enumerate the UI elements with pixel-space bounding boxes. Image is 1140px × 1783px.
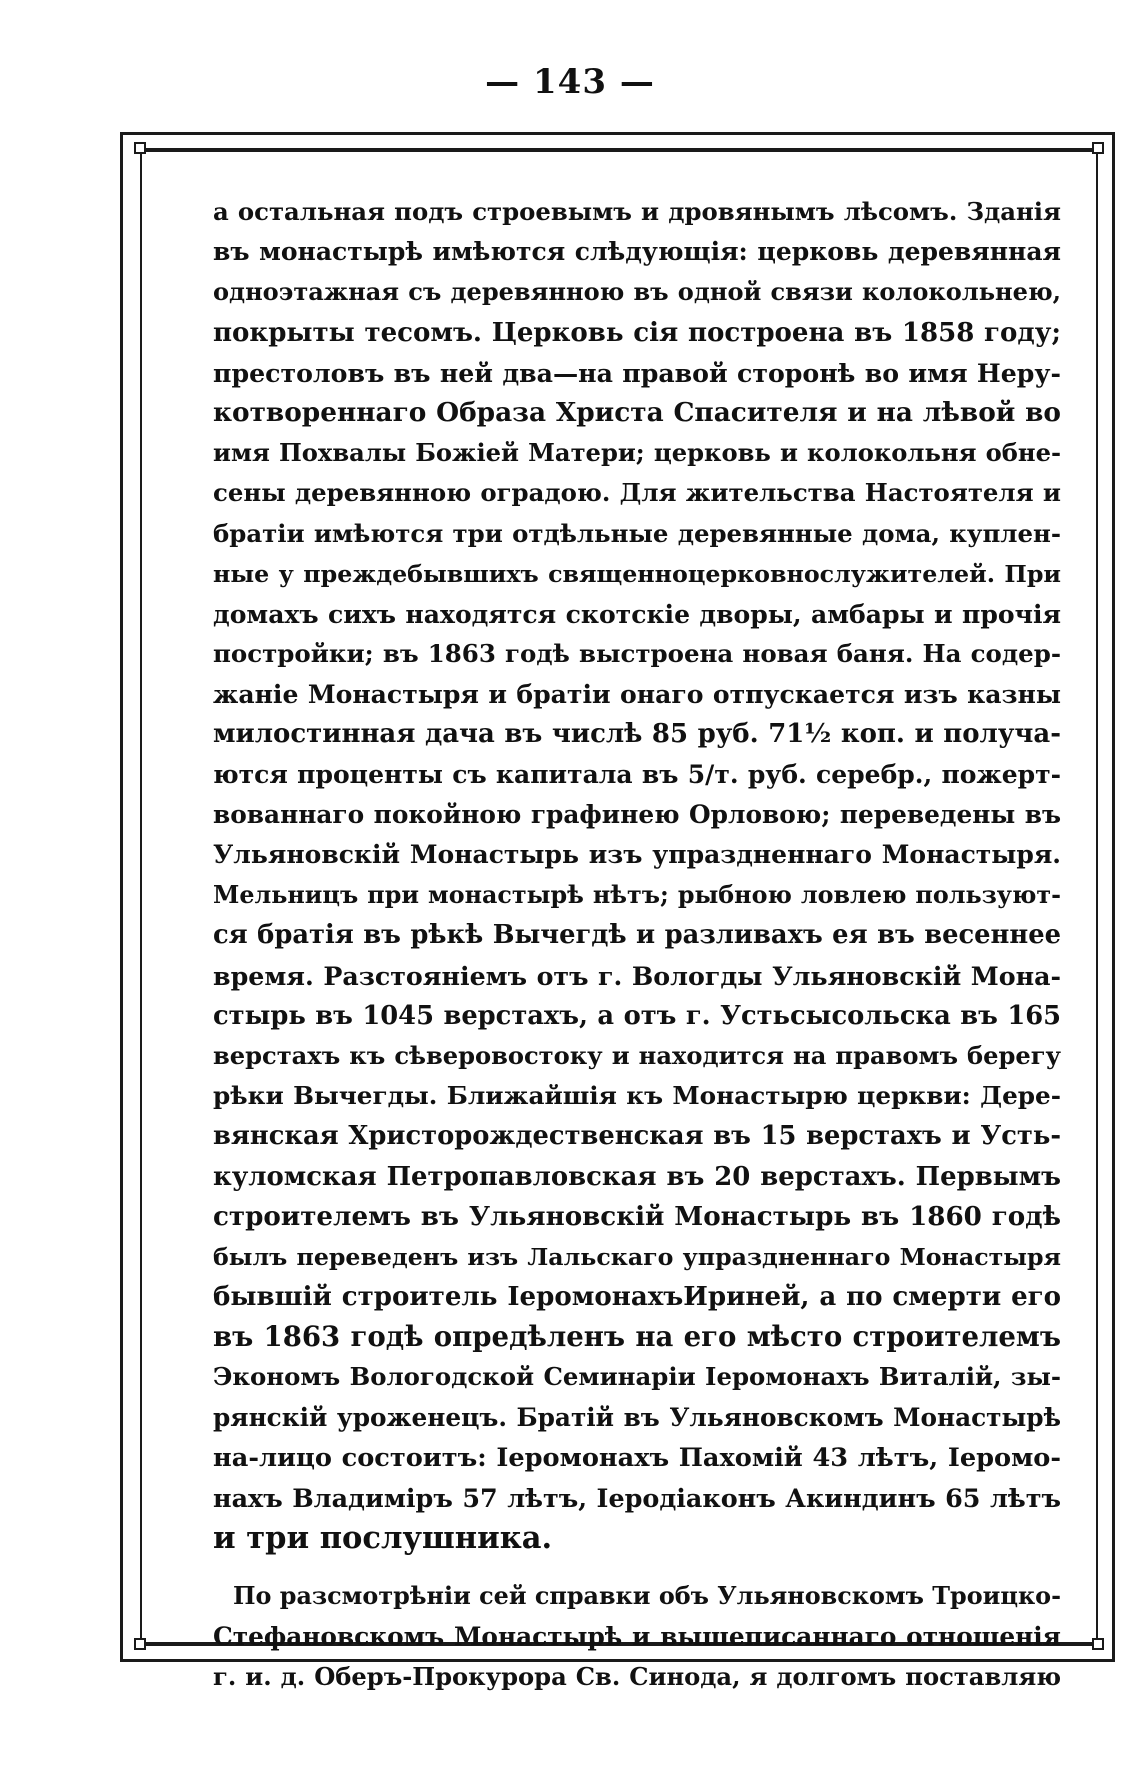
text-line: рянскій уроженецъ. Братій въ Ульяновскомъ Монастырѣ bbox=[213, 1402, 1061, 1432]
page-number: — 143 — bbox=[485, 62, 655, 102]
text-line: одноэтажная съ деревянною въ одной связи колокольнею, bbox=[213, 277, 1061, 307]
paragraph-2 bbox=[213, 1576, 1061, 1697]
text-line: братіи имѣются три отдѣльные деревянные дома, куплен- bbox=[213, 518, 1061, 548]
text-line: сены деревянною оградою. Для жительства Настоятеля и bbox=[213, 478, 1061, 508]
text-line: на-лицо состоитъ: Іеромонахъ Пахомій 43 лѣтъ, Іеромо- bbox=[213, 1442, 1061, 1473]
text-line: По разсмотрѣніи сей справки объ Ульяновскомъ Троицко- bbox=[233, 1582, 1061, 1611]
text-line: жаніе Монастыря и братіи онаго отпускается изъ казны bbox=[213, 679, 1061, 710]
text-line: ются проценты съ капитала въ 5/т. руб. серебр., пожерт- bbox=[213, 759, 1061, 789]
text-line: нахъ Владиміръ 57 лѣтъ, Іеродіаконъ Акиндинъ 65 лѣтъ bbox=[213, 1483, 1061, 1513]
frame-corner-top-right bbox=[1092, 142, 1104, 154]
frame-corner-top-left bbox=[134, 142, 146, 154]
text-line: бывшій строитель ІеромонахъИриней, а по смерти его bbox=[213, 1282, 1061, 1313]
text-line: а остальная подъ строевымъ и дровянымъ лѣсомъ. Зданія bbox=[213, 197, 1061, 226]
text-line: ся братія въ рѣкѣ Вычегдѣ и разливахъ ея въ весеннее bbox=[213, 920, 1061, 951]
text-line: котвореннаго Образа Христа Спасителя и на лѣвой во bbox=[213, 396, 1061, 428]
text-line-last: и три послушника. bbox=[213, 1520, 553, 1557]
text-line: стырь въ 1045 верстахъ, а отъ г. Устьсысольска въ 165 bbox=[213, 1000, 1061, 1031]
text-line: въ монастырѣ имѣются слѣдующія: церковь деревянная bbox=[213, 237, 1061, 267]
text-line: покрыты тесомъ. Церковь сія построена въ 1858 году; bbox=[213, 317, 1061, 348]
paragraph-gap bbox=[213, 1558, 1061, 1576]
text-line: былъ переведенъ изъ Лальскаго упраздненнаго Монастыря bbox=[213, 1242, 1061, 1271]
text-line: постройки; въ 1863 годѣ выстроена новая баня. На содер- bbox=[213, 639, 1061, 669]
frame-corner-bottom-left bbox=[134, 1638, 146, 1650]
text-line: Стефановскомъ Монастырѣ и вышеписаннаго отношенія bbox=[213, 1621, 1061, 1651]
text-line: ные у преждебывшихъ священноцерковнослужителей. При bbox=[213, 559, 1061, 588]
text-line: домахъ сихъ находятся скотскіе дворы, амбары и прочія bbox=[213, 598, 1061, 629]
text-line: вованнаго покойною графинею Орловою; переведены въ bbox=[213, 799, 1061, 829]
text-line: верстахъ къ сѣверовостоку и находится на правомъ берегу bbox=[213, 1040, 1061, 1070]
frame-corner-bottom-right bbox=[1092, 1638, 1104, 1650]
text-line: куломская Петропавловская въ 20 верстахъ. Первымъ bbox=[213, 1161, 1061, 1192]
text-line: милостинная дача въ числѣ 85 руб. 71½ коп. и получа- bbox=[213, 719, 1061, 750]
text-line: Мельницъ при монастырѣ нѣтъ; рыбною ловлею пользуют- bbox=[213, 881, 1061, 910]
text-line: время. Разстояніемъ отъ г. Вологды Ульяновскій Мона- bbox=[213, 960, 1061, 991]
text-line: строителемъ въ Ульяновскій Монастырь въ 1860 годѣ bbox=[213, 1200, 1061, 1232]
text-line: имя Похвалы Божіей Матери; церковь и колокольня обне- bbox=[213, 438, 1061, 468]
body-text bbox=[213, 192, 1061, 1697]
text-line: Ульяновскій Монастырь изъ упраздненнаго Монастыря. bbox=[213, 840, 1061, 869]
paragraph-1 bbox=[213, 192, 1061, 1558]
text-line: рѣки Вычегды. Ближайшія къ Монастырю церкви: Дере- bbox=[213, 1081, 1061, 1111]
text-line: вянская Христорождественская въ 15 верстахъ и Усть- bbox=[213, 1121, 1061, 1152]
text-line: г. и. д. Оберъ-Прокурора Св. Синода, я долгомъ поставляю bbox=[213, 1661, 1061, 1691]
text-line: Экономъ Вологодской Семинаріи Іеромонахъ Виталій, зы- bbox=[213, 1362, 1061, 1392]
text-line: престоловъ въ ней два—на правой сторонѣ во имя Неру- bbox=[213, 357, 1061, 388]
text-line: въ 1863 годѣ опредѣленъ на его мѣсто строителемъ bbox=[213, 1321, 1061, 1354]
